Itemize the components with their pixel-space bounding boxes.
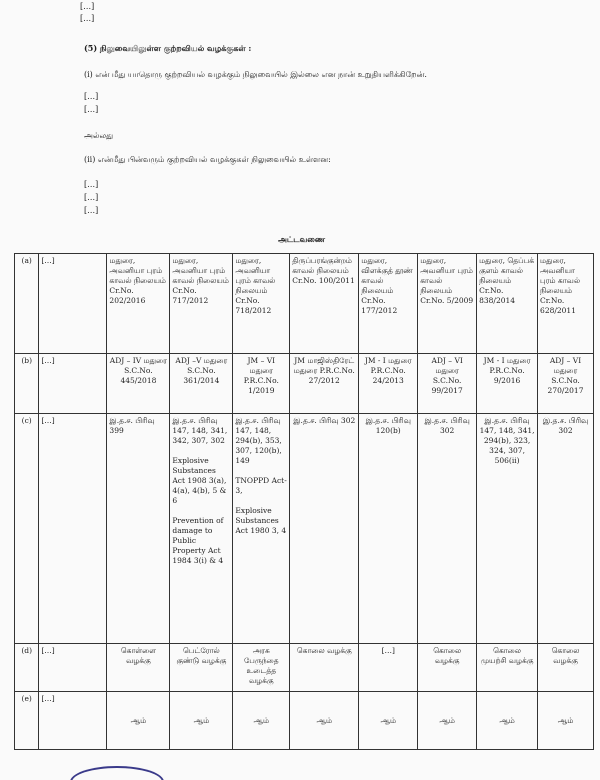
table-cell: கொள்ளை வழக்கு xyxy=(107,644,170,692)
row-label: […] xyxy=(39,254,107,354)
paragraph-2: […] xyxy=(80,14,95,23)
row-marker: (c) xyxy=(15,414,39,644)
table-cell: ஆம் xyxy=(290,692,359,750)
table-cell: இ.த.ச. பிரிவு 120(b) xyxy=(359,414,418,644)
table-cell: இ.த.ச. பிரிவு 302 xyxy=(538,414,594,644)
table-cell: இ.த.ச. பிரிவு 147, 148, 294(b), 353, 307, 120(b), 149 TNOPPD Act-3, Explosive Substances Act 1980 3, 4 xyxy=(233,414,290,644)
table-cell: கொலை வழக்கு xyxy=(538,644,594,692)
cases-table xyxy=(14,253,594,750)
note-2a: […] xyxy=(84,180,99,189)
table-cell: ஆம் xyxy=(477,692,538,750)
table-row-d xyxy=(15,644,594,692)
table-cell: ஆம் xyxy=(107,692,170,750)
note-2c: […] xyxy=(84,206,99,215)
table-cell: ADJ –V மதுரை S.C.No. 361/2014 xyxy=(170,354,233,414)
table-cell: ஆம் xyxy=(170,692,233,750)
table-cell: JM மாஜிஸ்திரேட் மதுரை P.R.C.No. 27/2012 xyxy=(290,354,359,414)
table-cell: இ.த.ச. பிரிவு 147, 148, 341, 342, 307, 302 Explosive Substances Act 1908 3(a), 4(a), 4(b), 5 & 6 Prevention of damage to Public Property Act 1984 3(i) & 4 xyxy=(170,414,233,644)
table-row-a xyxy=(15,254,594,354)
table-cell: பெட்ரோல் குண்டு வழக்கு xyxy=(170,644,233,692)
table-cell: […] xyxy=(359,644,418,692)
table-cell: இ.த.ச. பிரிவு 147, 148, 341, 294(b), 323, 324, 307, 506(ii) xyxy=(477,414,538,644)
table-title: அட்டவணை xyxy=(278,234,326,244)
table-cell: JM - I மதுரை P.R.C.No. 24/2013 xyxy=(359,354,418,414)
stamp-seal-icon xyxy=(70,766,164,780)
note-1a: […] xyxy=(84,92,99,101)
note-2b: […] xyxy=(84,193,99,202)
paragraph-1: […] xyxy=(80,2,95,11)
table-cell: இ.த.ச. பிரிவு 302 xyxy=(290,414,359,644)
option-2: (ii) என்மீது பின்வரும் குற்றவியல் வழக்குகள் நிலுவையில் உள்ளன: xyxy=(84,155,331,164)
table-cell: இ.த.ச. பிரிவு 399 xyxy=(107,414,170,644)
table-row-b xyxy=(15,354,594,414)
note-1b: […] xyxy=(84,105,99,114)
table-cell: கொலை வழக்கு xyxy=(290,644,359,692)
table-cell: ADJ – VI மதுரை S.C.No. 99/2017 xyxy=(418,354,477,414)
row-marker: (e) xyxy=(15,692,39,750)
row-label: […] xyxy=(39,354,107,414)
row-label: […] xyxy=(39,414,107,644)
table-cell: திருப்பரங்குன்றம் காவல் நிலையம் Cr.No. 100/2011 xyxy=(290,254,359,354)
row-marker: (b) xyxy=(15,354,39,414)
table-cell: மதுரை, அவனியா புரம் காவல் நிலையம் Cr.No. 202/2016 xyxy=(107,254,170,354)
table-cell: மதுரை, விளக்குத் தூண் காவல் நிலையம் Cr.No. 177/2012 xyxy=(359,254,418,354)
table-cell: மதுரை, அவனியா புரம் காவல் நிலையம் Cr.No. 5/2009 xyxy=(418,254,477,354)
table-cell: கொலை முயற்சி வழக்கு xyxy=(477,644,538,692)
table-cell: ஆம் xyxy=(233,692,290,750)
table-cell: மதுரை, அவனியா புரம் காவல் நிலையம் Cr.No. 718/2012 xyxy=(233,254,290,354)
row-label: […] xyxy=(39,644,107,692)
row-marker: (a) xyxy=(15,254,39,354)
table-cell: ஆம் xyxy=(418,692,477,750)
table-cell: மதுரை, அவனியா புரம் காவல் நிலையம் Cr.No. 628/2011 xyxy=(538,254,594,354)
table-cell: கொலை வழக்கு xyxy=(418,644,477,692)
option-1: (i) என் மீது யாதொரு குற்றவியல் வழக்கும் நிலுவையில் இல்லை என நான் உறுதியளிக்கிறேன். xyxy=(84,70,427,79)
row-marker: (d) xyxy=(15,644,39,692)
table-cell: அரசு பேருந்தை உடைத்த வழக்கு xyxy=(233,644,290,692)
table-cell: ஆம் xyxy=(359,692,418,750)
table-cell: மதுரை, அவனியா புரம் காவல் நிலையம் Cr.No. 717/2012 xyxy=(170,254,233,354)
section-5-heading: (5) நிலுவையிலுள்ள குற்றவியல் வழக்குகள் : xyxy=(84,43,252,53)
table-cell: JM – VI மதுரை P.R.C.No. 1/2019 xyxy=(233,354,290,414)
or-text: அல்லது xyxy=(84,131,114,140)
table-cell: ADJ – IV மதுரை S.C.No. 445/2018 xyxy=(107,354,170,414)
table-cell: JM - I மதுரை P.R.C.No. 9/2016 xyxy=(477,354,538,414)
table-cell: இ.த.ச. பிரிவு 302 xyxy=(418,414,477,644)
table-cell: ADJ – VI மதுரை S.C.No. 270/2017 xyxy=(538,354,594,414)
table-row-e xyxy=(15,692,594,750)
row-label: […] xyxy=(39,692,107,750)
table-row-c xyxy=(15,414,594,644)
table-cell: ஆம் xyxy=(538,692,594,750)
table-cell: மதுரை, தெப்பக் குளம் காவல் நிலையம் Cr.No. 838/2014 xyxy=(477,254,538,354)
